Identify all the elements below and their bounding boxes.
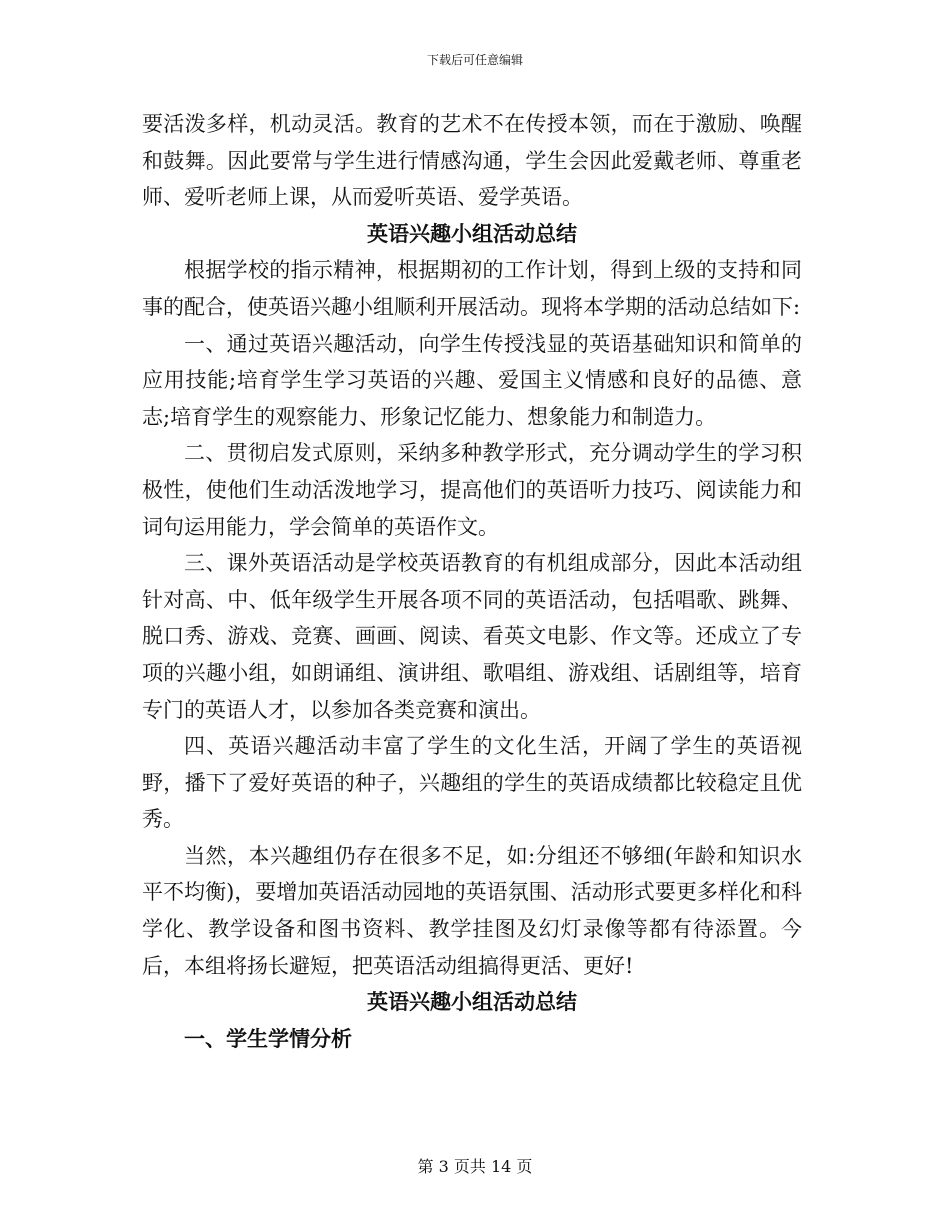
paragraph-intro: 根据学校的指示精神，根据期初的工作计划，得到上级的支持和同事的配合，使英语兴趣小组顺利开展活动。现将本学期的活动总结如下: (142, 258, 802, 319)
section-title-2: 英语兴趣小组活动总结 (367, 989, 577, 1015)
page-header: 下载后可任意编辑 (426, 53, 523, 67)
paragraph-point-1: 一、通过英语兴趣活动，向学生传授浅显的英语基础知识和简单的应用技能;培育学生学习英语的兴趣、爱国主义情感和良好的品德、意志;培育学生的观察能力、形象记忆能力、想象能力和制造力。 (142, 331, 802, 429)
paragraph-point-3: 三、课外英语活动是学校英语教育的有机组成部分，因此本活动组针对高、中、低年级学生开展各项不同的英语活动，包括唱歌、跳舞、脱口秀、游戏、竞赛、画画、阅读、看英文电影、作文等。还成立了专项的兴趣小组，如朗诵组、演讲组、歌唱组、游戏组、话剧组等，培育专门的英语人才，以参加各类竞赛和演出。 (142, 551, 802, 722)
paragraph-conclusion: 当然，本兴趣组仍存在很多不足，如:分组还不够细(年龄和知识水平不均衡)，要增加英语活动园地的英语氛围、活动形式要更多样化和科学化、教学设备和图书资料、教学挂图及幻灯录像等都有待添置。今后，本组将扬长避短，把英语活动组搞得更活、更好! (142, 843, 802, 978)
document-body (142, 106, 802, 1057)
page-footer: 第 3 页共 14 页 (417, 1157, 533, 1176)
subsection-title: 一、学生学情分析 (184, 1025, 352, 1051)
paragraph-point-2: 二、贯彻启发式原则，采纳多种教学形式，充分调动学生的学习积极性，使他们生动活泼地学习，提高他们的英语听力技巧、阅读能力和词句运用能力，学会简单的英语作文。 (142, 441, 802, 539)
paragraph-continuation: 要活泼多样，机动灵活。教育的艺术不在传授本领，而在于激励、唤醒和鼓舞。因此要常与学生进行情感沟通，学生会因此爱戴老师、尊重老师、爱听老师上课，从而爱听英语、爱学英语。 (142, 112, 802, 210)
paragraph-point-4: 四、英语兴趣活动丰富了学生的文化生活，开阔了学生的英语视野，播下了爱好英语的种子，兴趣组的学生的英语成绩都比较稳定且优秀。 (142, 734, 802, 832)
section-title: 英语兴趣小组活动总结 (367, 220, 577, 246)
